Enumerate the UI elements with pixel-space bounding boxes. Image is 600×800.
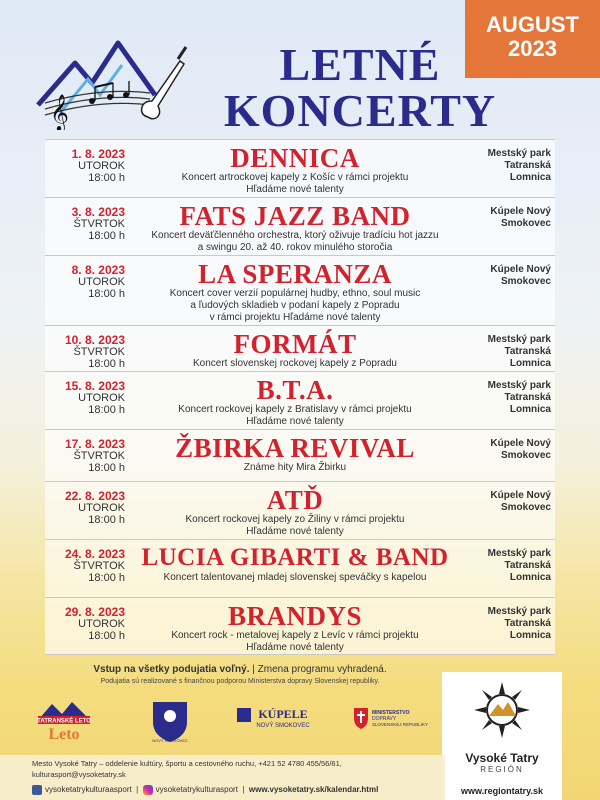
concert-time: 18:00 h — [88, 462, 125, 474]
region-name: Vysoké Tatry — [465, 751, 539, 765]
concert-description — [125, 572, 465, 584]
region-sub: REGIÓN — [480, 765, 524, 774]
concert-row — [45, 429, 555, 481]
description-line: Hľadáme nové talenty — [246, 416, 344, 427]
concert-venue — [451, 490, 551, 514]
concert-time: 18:00 h — [88, 630, 125, 642]
concert-description — [125, 288, 465, 324]
concert-description — [125, 630, 465, 654]
tatranske-leto-logo — [30, 698, 100, 742]
venue-line: Smokovec — [500, 502, 551, 513]
venue-line: Mestský park — [487, 334, 551, 345]
concert-date: 8. 8. 2023 — [71, 263, 125, 277]
facebook-link[interactable]: vysoketatrykulturaasport — [45, 785, 132, 794]
band-name: LA SPERANZA — [198, 259, 392, 289]
description-line: Hľadáme nové talenty — [246, 526, 344, 537]
month-badge — [465, 0, 600, 78]
concert-day: UTOROK — [78, 618, 125, 630]
concert-day: ŠTVRTOK — [73, 346, 125, 358]
concert-row — [45, 597, 555, 655]
concert-day: UTOROK — [78, 160, 125, 172]
smokovec-crest-logo — [145, 698, 195, 744]
smokovec-logo-text: NOVÝ SMOKOVEC — [152, 738, 188, 743]
venue-line: Mestský park — [487, 148, 551, 159]
venue-line: Mestský park — [487, 606, 551, 617]
concert-date: 1. 8. 2023 — [71, 147, 125, 161]
ministry-of-transport-logo — [350, 698, 430, 738]
concert-row — [45, 325, 555, 371]
band-name: DENNICA — [230, 143, 360, 173]
concert-time: 18:00 h — [88, 514, 125, 526]
description-line: a ľudových skladieb v podaní kapely z Popradu — [190, 300, 400, 311]
concert-date-block — [45, 206, 125, 242]
concert-row — [45, 255, 555, 325]
description-line: Koncert cover verzií populárnej hudby, ethno, soul music — [169, 288, 421, 299]
band-name: ATĎ — [266, 485, 324, 515]
concert-venue — [451, 548, 551, 584]
partner-logos — [20, 698, 440, 748]
description-line: Koncert rockovej kapely z Bratislavy v rámci projektu — [178, 404, 412, 415]
description-line: Koncert talentovanej mladej slovenskej speváčky s kapelou — [163, 572, 427, 583]
concert-day: UTOROK — [78, 392, 125, 404]
venue-line: Kúpele Nový — [490, 438, 551, 449]
venue-line: Smokovec — [500, 450, 551, 461]
concert-list — [45, 139, 555, 655]
concert-date: 15. 8. 2023 — [64, 379, 125, 393]
svg-text:Leto: Leto — [48, 726, 80, 742]
facebook-icon — [32, 785, 42, 795]
concert-date: 3. 8. 2023 — [71, 205, 125, 219]
concert-venue — [451, 438, 551, 462]
concert-time: 18:00 h — [88, 572, 125, 584]
ministry-logo-line-1: MINISTERSTVO — [372, 710, 410, 716]
concert-description — [125, 230, 465, 254]
concert-row — [45, 371, 555, 429]
instagram-icon — [143, 785, 153, 795]
svg-text:𝄞: 𝄞 — [50, 93, 69, 130]
concert-time: 18:00 h — [88, 230, 125, 242]
concert-venue — [451, 334, 551, 370]
description-line: Koncert slovenskej rockovej kapely z Popradu — [193, 358, 397, 369]
concert-date-block — [45, 148, 125, 184]
concert-venue — [451, 264, 551, 288]
band-name: ŽBIRKA REVIVAL — [175, 433, 415, 463]
footer-contact: Mesto Vysoké Tatry – oddelenie kultúry, športu a cestovného ruchu, +421 52 4780 455/56/61, kulturasport@vysoketatry.sk — [32, 759, 342, 779]
ministry-logo-line-3: SLOVENSKEJ REPUBLIKY — [372, 722, 429, 727]
concert-time: 18:00 h — [88, 172, 125, 184]
description-line: Koncert rockovej kapely zo Žiliny v rámci projektu — [185, 514, 405, 525]
concert-date-block — [45, 490, 125, 526]
concert-date: 17. 8. 2023 — [64, 437, 125, 451]
concert-date-block — [45, 548, 125, 584]
region-url[interactable]: www.regiontatry.sk — [460, 786, 544, 796]
description-line: Známe hity Mira Žbirku — [243, 462, 347, 473]
entry-note-bold: Vstup na všetky podujatia voľný. — [93, 664, 250, 675]
venue-line: Mestský park — [487, 380, 551, 391]
concert-date-block — [45, 606, 125, 642]
description-line: Koncert deväťčlenného orchestra, ktorý oživuje tradíciu hot jazzu — [151, 230, 439, 241]
support-note: Podujatia sú realizované s finančnou podporou Ministerstva dopravy Slovenskej republiky. — [100, 678, 380, 685]
venue-line: Kúpele Nový — [490, 206, 551, 217]
concert-date: 24. 8. 2023 — [64, 547, 125, 561]
venue-line: Tatranská — [504, 618, 551, 629]
concert-date: 22. 8. 2023 — [64, 489, 125, 503]
band-name: LUCIA GIBARTI & BAND — [141, 544, 449, 571]
badge-month: AUGUST — [486, 12, 579, 37]
venue-line: Lomnica — [509, 172, 551, 183]
entry-note — [40, 664, 440, 675]
concert-time: 18:00 h — [88, 404, 125, 416]
band-name: FORMÁT — [233, 329, 357, 359]
venue-line: Lomnica — [509, 358, 551, 369]
concert-venue — [451, 606, 551, 642]
venue-line: Tatranská — [504, 346, 551, 357]
kupele-logo-main: KÚPELE — [258, 707, 308, 721]
kupele-logo-sub: NOVÝ SMOKOVEC — [256, 723, 310, 729]
concert-venue — [451, 148, 551, 184]
kupele-novy-smokovec-logo — [235, 698, 315, 738]
description-line: Hľadáme nové talenty — [246, 642, 344, 653]
concert-date: 10. 8. 2023 — [64, 333, 125, 347]
venue-line: Lomnica — [509, 630, 551, 641]
venue-line: Tatranská — [504, 160, 551, 171]
entry-note-rest: | Zmena programu vyhradená. — [249, 664, 387, 675]
band-name: FATS JAZZ BAND — [179, 201, 411, 231]
concert-day: UTOROK — [78, 276, 125, 288]
ministry-logo-line-2: DOPRAVY — [372, 716, 397, 722]
venue-line: Mestský park — [487, 548, 551, 559]
concert-day: ŠTVRTOK — [73, 450, 125, 462]
band-name: BRANDYS — [227, 601, 363, 631]
venue-line: Lomnica — [509, 572, 551, 583]
concert-row — [45, 539, 555, 597]
venue-line: Kúpele Nový — [490, 264, 551, 275]
title-line-1: LETNÉ — [279, 39, 441, 90]
concert-description — [125, 358, 465, 370]
instagram-link[interactable]: vysoketatrykulturasport — [155, 785, 238, 794]
calendar-link[interactable]: www.vysoketatry.sk/kalendar.html — [248, 785, 379, 794]
concert-description — [125, 404, 465, 428]
concert-time: 18:00 h — [88, 358, 125, 370]
vysoke-tatry-region-box — [442, 672, 562, 800]
footer — [0, 755, 445, 800]
concert-time: 18:00 h — [88, 288, 125, 300]
concert-description — [125, 172, 465, 196]
concert-venue — [451, 380, 551, 416]
concert-day: UTOROK — [78, 502, 125, 514]
concert-row — [45, 197, 555, 255]
concert-row — [45, 481, 555, 539]
concert-description — [125, 514, 465, 538]
concert-description — [125, 462, 465, 474]
description-line: v rámci projektu Hľadáme nové talenty — [209, 312, 381, 323]
venue-line: Lomnica — [509, 404, 551, 415]
footer-links: vysoketatrykulturaasport | vysoketatrykulturasport | www.vysoketatry.sk/kalendar.html — [32, 784, 413, 795]
description-line: a swingu 20. až 40. rokov minulého storočia — [197, 242, 393, 253]
concert-day: ŠTVRTOK — [73, 560, 125, 572]
venue-line: Smokovec — [500, 218, 551, 229]
concert-date: 29. 8. 2023 — [64, 605, 125, 619]
concert-date-block — [45, 264, 125, 300]
title-line-2: KONCERTY — [223, 85, 497, 136]
venue-line: Smokovec — [500, 276, 551, 287]
concert-day: ŠTVRTOK — [73, 218, 125, 230]
region-sun-mountain-icon — [472, 680, 532, 740]
description-line: Hľadáme nové talenty — [246, 184, 344, 195]
band-name: B.T.A. — [256, 375, 334, 405]
concert-date-block — [45, 438, 125, 474]
description-line: Koncert rock - metalovej kapely z Levíc v rámci projektu — [171, 630, 419, 641]
concert-row — [45, 139, 555, 197]
concert-venue — [451, 206, 551, 230]
venue-line: Kúpele Nový — [490, 490, 551, 501]
description-line: Koncert artrockovej kapely z Košíc v rámci projektu — [181, 172, 409, 183]
badge-year: 2023 — [508, 36, 557, 61]
leto-logo-text: TATRANSKÉ LETO — [37, 718, 91, 725]
venue-line: Tatranská — [504, 560, 551, 571]
concert-date-block — [45, 380, 125, 416]
venue-line: Tatranská — [504, 392, 551, 403]
concert-date-block — [45, 334, 125, 370]
